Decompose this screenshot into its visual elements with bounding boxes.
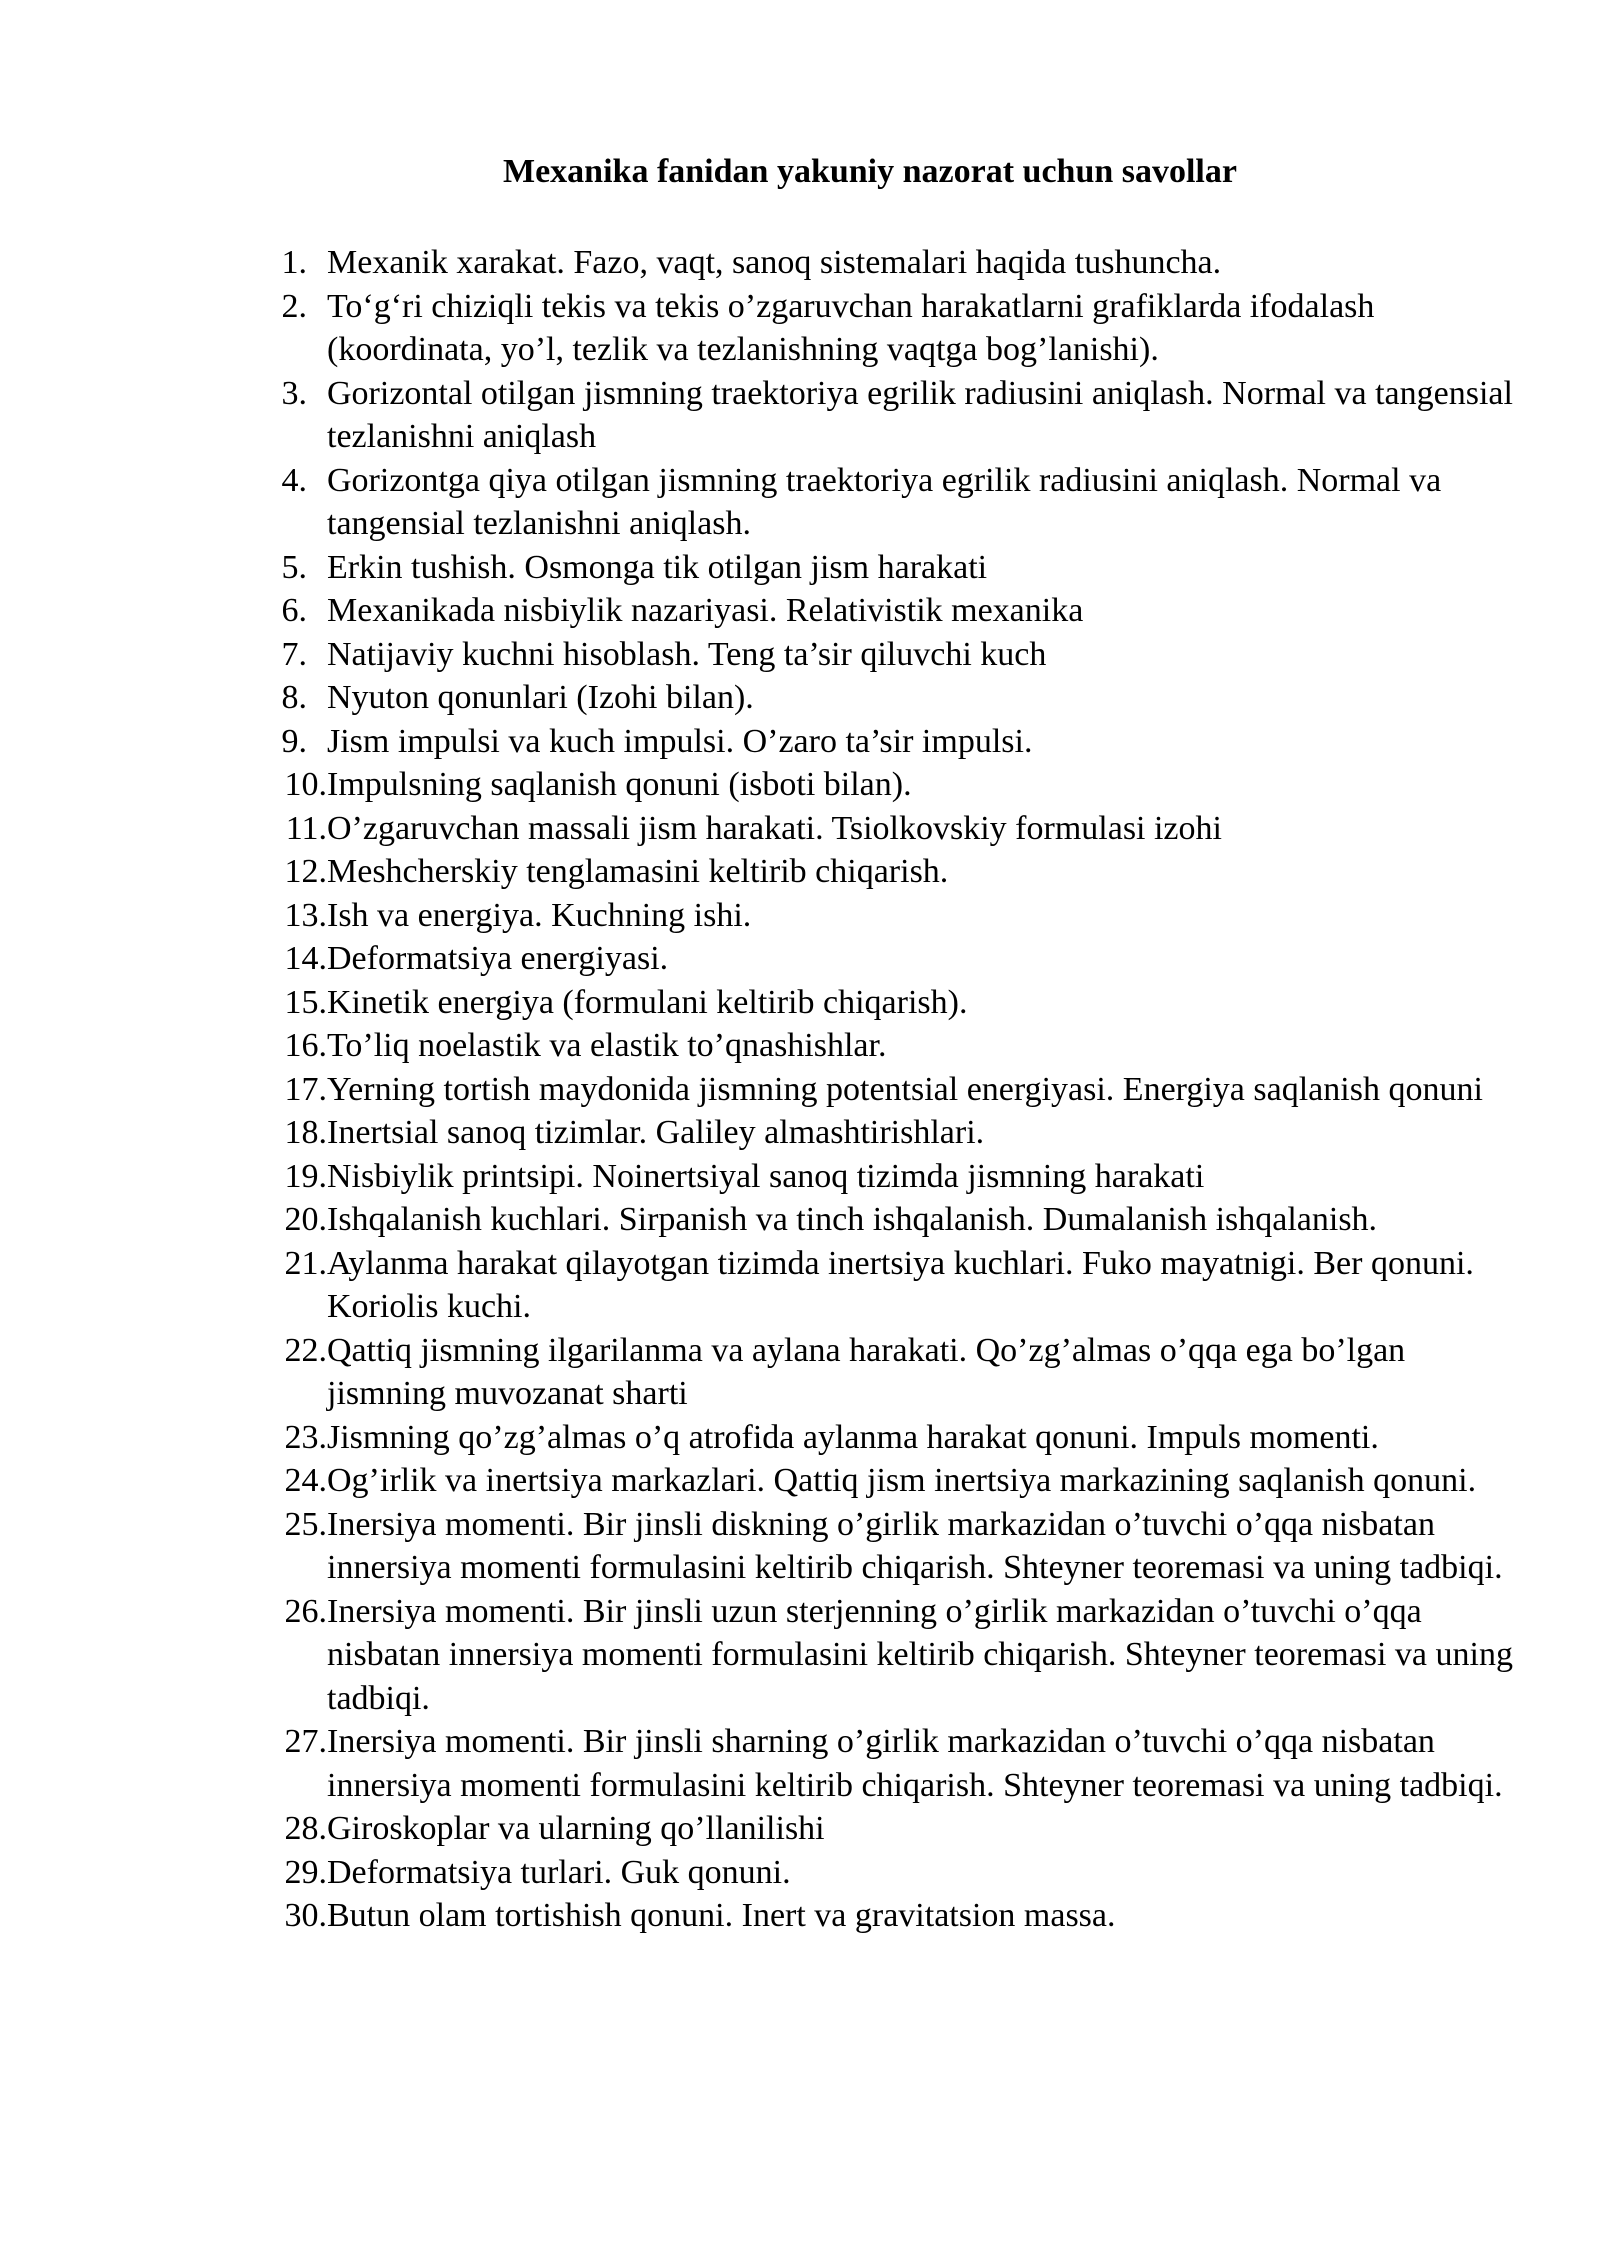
question-text: Inersiya momenti. Bir jinsli sharning o’girlik markazidan o’tuvchi o’qqa nisbatan innersiya momenti formulasini keltirib chiqarish. Shteyner teoremasi va uning tadbiqi. [327,1723,1503,1804]
question-number: 3. [281,374,307,412]
question-number: 16. [284,1027,327,1064]
question-item [0,1851,1515,1895]
question-item [0,676,1515,720]
question-number: 21. [284,1244,327,1282]
question-text: Inersiya momenti. Bir jinsli diskning o’girlik markazidan o’tuvchi o’qqa nisbatan innersiya momenti formulasini keltirib chiqarish. Shteyner teoremasi va uning tadbiqi. [327,1505,1503,1586]
question-text: Impulsning saqlanish qonuni (isboti bilan). [327,766,912,803]
question-number: 27. [284,1723,327,1760]
question-text: Nisbiylik printsipi. Noinertsiyal sanoq tizimda jismning harakati [327,1157,1205,1195]
question-number: 19. [284,1157,327,1195]
question-text: Aylanma harakat qilayotgan tizimda inertsiya kuchlari. Fuko mayatnigi. Ber qonuni. Koriolis kuchi. [327,1244,1474,1325]
question-text: Ishqalanish kuchlari. Sirpanish va tinch ishqalanish. Dumalanish ishqalanish. [327,1201,1378,1238]
question-number: 1. [281,244,307,281]
question-number: 14. [284,940,327,977]
question-item [0,937,1515,981]
question-item [0,1242,1515,1329]
question-item [0,1111,1515,1155]
question-text: Gorizontal otilgan jismning traektoriya egrilik radiusini aniqlash. Normal va tangensial tezlanishni aniqlash [327,374,1513,455]
question-item [0,1068,1515,1112]
question-text: Natijaviy kuchni hisoblash. Teng ta’sir qiluvchi kuch [327,635,1047,673]
question-text: To‘g‘ri chiziqli tekis va tekis o’zgaruvchan harakatlarni grafiklarda ifodalash (koordinata, yo’l, tezlik va tezlanishning vaqtga bog’lanishi). [327,287,1375,368]
question-item [0,285,1515,372]
question-item [0,807,1515,851]
question-item [0,1590,1515,1721]
question-text: Mexanikada nisbiylik nazariyasi. Relativistik mexanika [327,592,1084,629]
question-text: Ish va energiya. Kuchning ishi. [327,896,752,934]
question-item [0,894,1515,938]
question-number: 29. [284,1853,327,1891]
question-number: 4. [281,461,307,499]
question-item [0,1807,1515,1851]
question-item [0,372,1515,459]
question-number: 30. [284,1897,327,1934]
question-number: 5. [281,548,307,586]
question-text: Erkin tushish. Osmonga tik otilgan jism harakati [327,548,988,586]
question-number: 25. [284,1505,327,1543]
question-item [0,1720,1515,1807]
question-number: 15. [284,983,327,1021]
question-text: Butun olam tortishish qonuni. Inert va gravitatsion massa. [327,1897,1116,1934]
question-item [0,1198,1515,1242]
question-text: Yerning tortish maydonida jismning potentsial energiyasi. Energiya saqlanish qonuni [327,1070,1483,1108]
question-item [0,1416,1515,1460]
question-number: 17. [284,1070,327,1108]
question-number: 2. [281,287,307,325]
question-text: Deformatsiya energiyasi. [327,940,669,977]
question-item [0,241,1515,285]
question-text: Inersiya momenti. Bir jinsli uzun sterjenning o’girlik markazidan o’tuvchi o’qqa nisbatan innersiya momenti formulasini keltirib chiqarish. Shteyner teoremasi va uning tadbiqi. [327,1592,1513,1717]
question-number: 8. [281,679,307,716]
question-number: 23. [284,1418,327,1456]
question-text: Gorizontga qiya otilgan jismning traektoriya egrilik radiusini aniqlash. Normal va tangensial tezlanishni aniqlash. [327,461,1442,542]
question-text: Inertsial sanoq tizimlar. Galiley almashtirishlari. [327,1114,985,1151]
question-item [0,633,1515,677]
question-number: 20. [284,1201,327,1238]
question-number: 9. [281,722,307,760]
question-item [0,763,1515,807]
question-number: 11. [285,809,327,847]
question-text: To’liq noelastik va elastik to’qnashishlar. [327,1027,887,1064]
question-item [0,1459,1515,1503]
question-number: 28. [284,1810,327,1847]
question-text: Jism impulsi va kuch impulsi. O’zaro ta’sir impulsi. [327,722,1033,760]
question-number: 10. [284,766,327,803]
question-text: Nyuton qonunlari (Izohi bilan). [327,679,754,716]
question-item [0,546,1515,590]
question-item [0,1024,1515,1068]
question-number: 26. [284,1592,327,1630]
question-item [0,589,1515,633]
question-item [0,1329,1515,1416]
question-item [0,1894,1515,1938]
question-number: 7. [281,635,307,673]
question-text: Meshcherskiy tenglamasini keltirib chiqarish. [327,853,949,890]
question-text: Mexanik xarakat. Fazo, vaqt, sanoq sistemalari haqida tushuncha. [327,244,1222,281]
page-title: Mexanika fanidan yakuniy nazorat uchun savollar [503,153,1237,190]
question-number: 22. [284,1331,327,1369]
question-list [0,241,1600,1938]
question-item [0,1155,1515,1199]
question-item [0,1503,1515,1590]
question-item [0,981,1515,1025]
question-number: 13. [284,896,327,934]
question-item [0,459,1515,546]
question-item [0,720,1515,764]
question-item [0,850,1515,894]
question-text: Jismning qo’zg’almas o’q atrofida aylanma harakat qonuni. Impuls momenti. [327,1418,1379,1456]
question-text: O’zgaruvchan massali jism harakati. Tsiolkovskiy formulasi izohi [327,809,1222,847]
question-text: Deformatsiya turlari. Guk qonuni. [327,1853,791,1891]
question-text: Giroskoplar va ularning qo’llanilishi [327,1810,825,1847]
question-number: 12. [284,853,327,890]
question-text: Og’irlik va inertsiya markazlari. Qattiq jism inertsiya markazining saqlanish qonuni. [327,1462,1477,1499]
question-number: 18. [284,1114,327,1151]
question-text: Kinetik energiya (formulani keltirib chiqarish). [327,983,968,1021]
question-number: 24. [284,1462,327,1499]
question-text: Qattiq jismning ilgarilanma va aylana harakati. Qo’zg’almas o’qqa ega bo’lgan jismning muvozanat sharti [327,1331,1406,1412]
question-number: 6. [281,592,307,629]
